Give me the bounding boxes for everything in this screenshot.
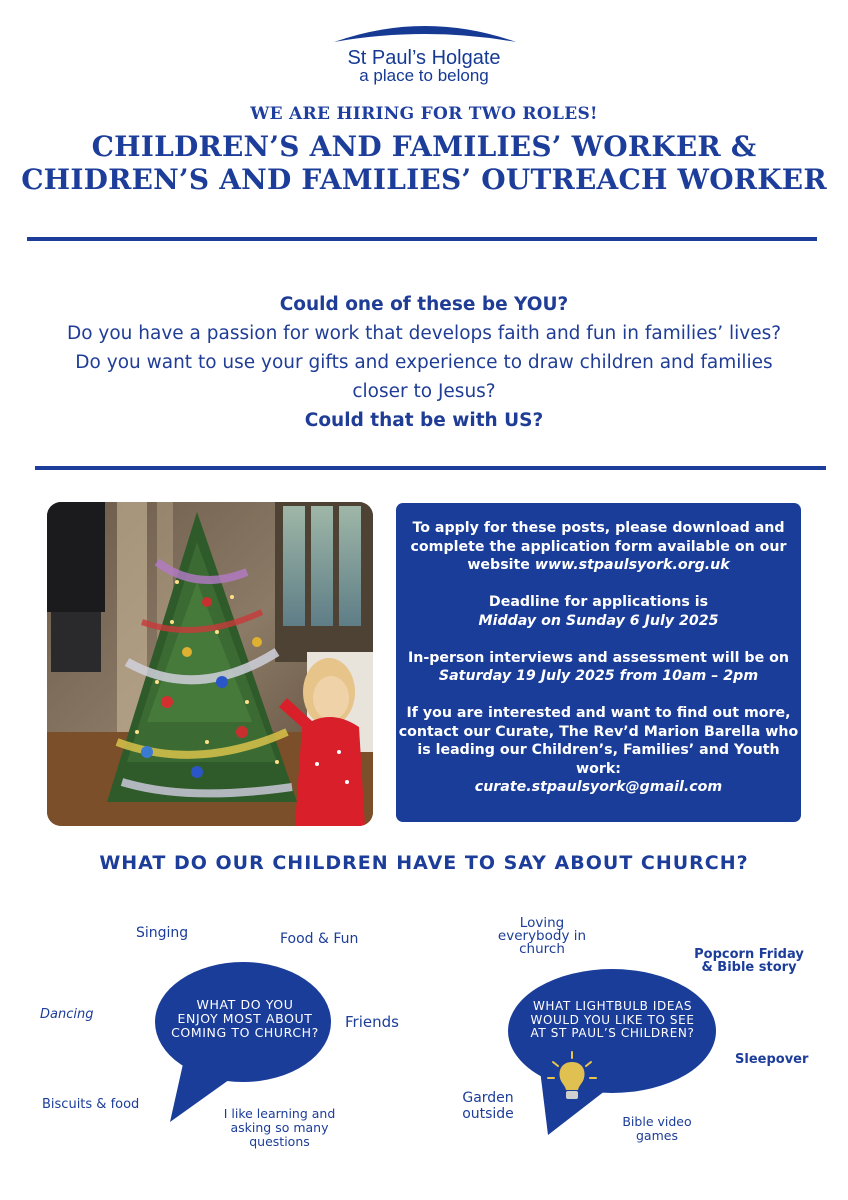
answer-loving-line-3: church xyxy=(519,941,565,957)
contact-line-3: is leading our Children’s, Families’ and Youth work: xyxy=(417,742,780,777)
contact-line-2: contact our Curate, The Rev’d Marion Barella who xyxy=(398,723,799,740)
answer-sleepover: Sleepover xyxy=(735,1052,809,1067)
answer-learning-line-2: asking so many xyxy=(230,1120,329,1135)
answer-friends: Friends xyxy=(345,1013,399,1031)
logo-name: St Paul’s Holgate xyxy=(347,47,501,69)
interview-label: In-person interviews and assessment will be on xyxy=(407,649,790,666)
children-heading: WHAT DO OUR CHILDREN HAVE TO SAY ABOUT CHURCH? xyxy=(99,852,749,874)
answer-bible-line-1: Bible video xyxy=(622,1114,692,1129)
answer-learning-line-3: questions xyxy=(249,1134,310,1149)
answer-popcorn xyxy=(690,948,808,974)
bubble-1-line-3: COMING TO CHURCH? xyxy=(171,1025,319,1040)
logo-tagline: a place to belong xyxy=(359,66,489,85)
answer-garden-line-1: Garden xyxy=(462,1090,514,1106)
apply-line-3: website xyxy=(467,557,535,573)
deadline-label: Deadline for applications is xyxy=(488,594,709,610)
answer-loving-line-2: everybody in xyxy=(497,928,587,944)
divider-top xyxy=(27,237,817,241)
intro-line-3: Do you want to use your gifts and experience to draw children and families xyxy=(75,352,773,373)
role-title-1: CHILDREN’S AND FAMILIES’ WORKER & xyxy=(91,130,757,163)
answer-learning-line-1: I like learning and xyxy=(223,1106,336,1121)
bubble-2-line-2: WOULD YOU LIKE TO SEE xyxy=(530,1012,695,1027)
lightbulb-icon xyxy=(545,1050,599,1106)
answer-bible-line-2: games xyxy=(636,1128,678,1143)
bubble-2-question xyxy=(510,1000,715,1041)
answer-bible-games xyxy=(618,1115,696,1143)
answer-biscuits: Biscuits & food xyxy=(42,1097,140,1112)
website-link[interactable]: www.stpaulsyork.org.uk xyxy=(534,557,730,573)
intro-line-5: Could that be with US? xyxy=(304,410,544,431)
answer-garden xyxy=(456,1090,520,1122)
intro-line-2: Do you have a passion for work that develops faith and fun in families’ lives? xyxy=(66,323,782,344)
bubble-1-question xyxy=(160,998,330,1040)
christmas-tree-photo xyxy=(47,502,373,826)
apply-line-1: To apply for these posts, please download and xyxy=(412,520,785,536)
contact-email-link[interactable]: curate.stpaulsyork@gmail.com xyxy=(474,779,723,795)
answer-popcorn-line-1: Popcorn Friday xyxy=(694,947,804,962)
logo-arc xyxy=(330,18,520,50)
interview-value: Saturday 19 July 2025 from 10am – 2pm xyxy=(438,668,759,684)
intro-text xyxy=(40,290,808,435)
speech-bubble-1 xyxy=(150,960,340,1130)
intro-line-1: Could one of these be YOU? xyxy=(279,294,569,315)
answer-loving-line-1: Loving xyxy=(519,915,565,931)
answer-popcorn-line-2: & Bible story xyxy=(701,960,797,975)
deadline-value: Midday on Sunday 6 July 2025 xyxy=(478,612,719,629)
intro-line-4: closer to Jesus? xyxy=(352,381,496,402)
bubble-2-line-3: AT ST PAUL’S CHILDREN? xyxy=(530,1026,695,1040)
bubble-2-line-1: WHAT LIGHTBULB IDEAS xyxy=(532,999,693,1013)
bubble-1-line-1: WHAT DO YOU xyxy=(196,997,294,1012)
contact-line-1: If you are interested and want to find out more, xyxy=(406,705,791,721)
answer-learning xyxy=(222,1107,337,1149)
answer-food-fun: Food & Fun xyxy=(280,931,359,947)
divider-middle xyxy=(35,466,826,470)
application-info-box xyxy=(396,503,801,822)
hiring-announcement: WE ARE HIRING FOR TWO ROLES! xyxy=(250,104,598,124)
answer-garden-line-2: outside xyxy=(462,1106,514,1122)
apply-line-2: complete the application form available on our xyxy=(410,538,787,555)
answer-dancing: Dancing xyxy=(40,1007,94,1022)
answer-singing: Singing xyxy=(136,925,189,941)
role-title-2: CHIDREN’S AND FAMILIES’ OUTREACH WORKER xyxy=(21,163,827,196)
bubble-1-line-2: ENJOY MOST ABOUT xyxy=(177,1011,313,1026)
answer-loving xyxy=(492,917,592,956)
